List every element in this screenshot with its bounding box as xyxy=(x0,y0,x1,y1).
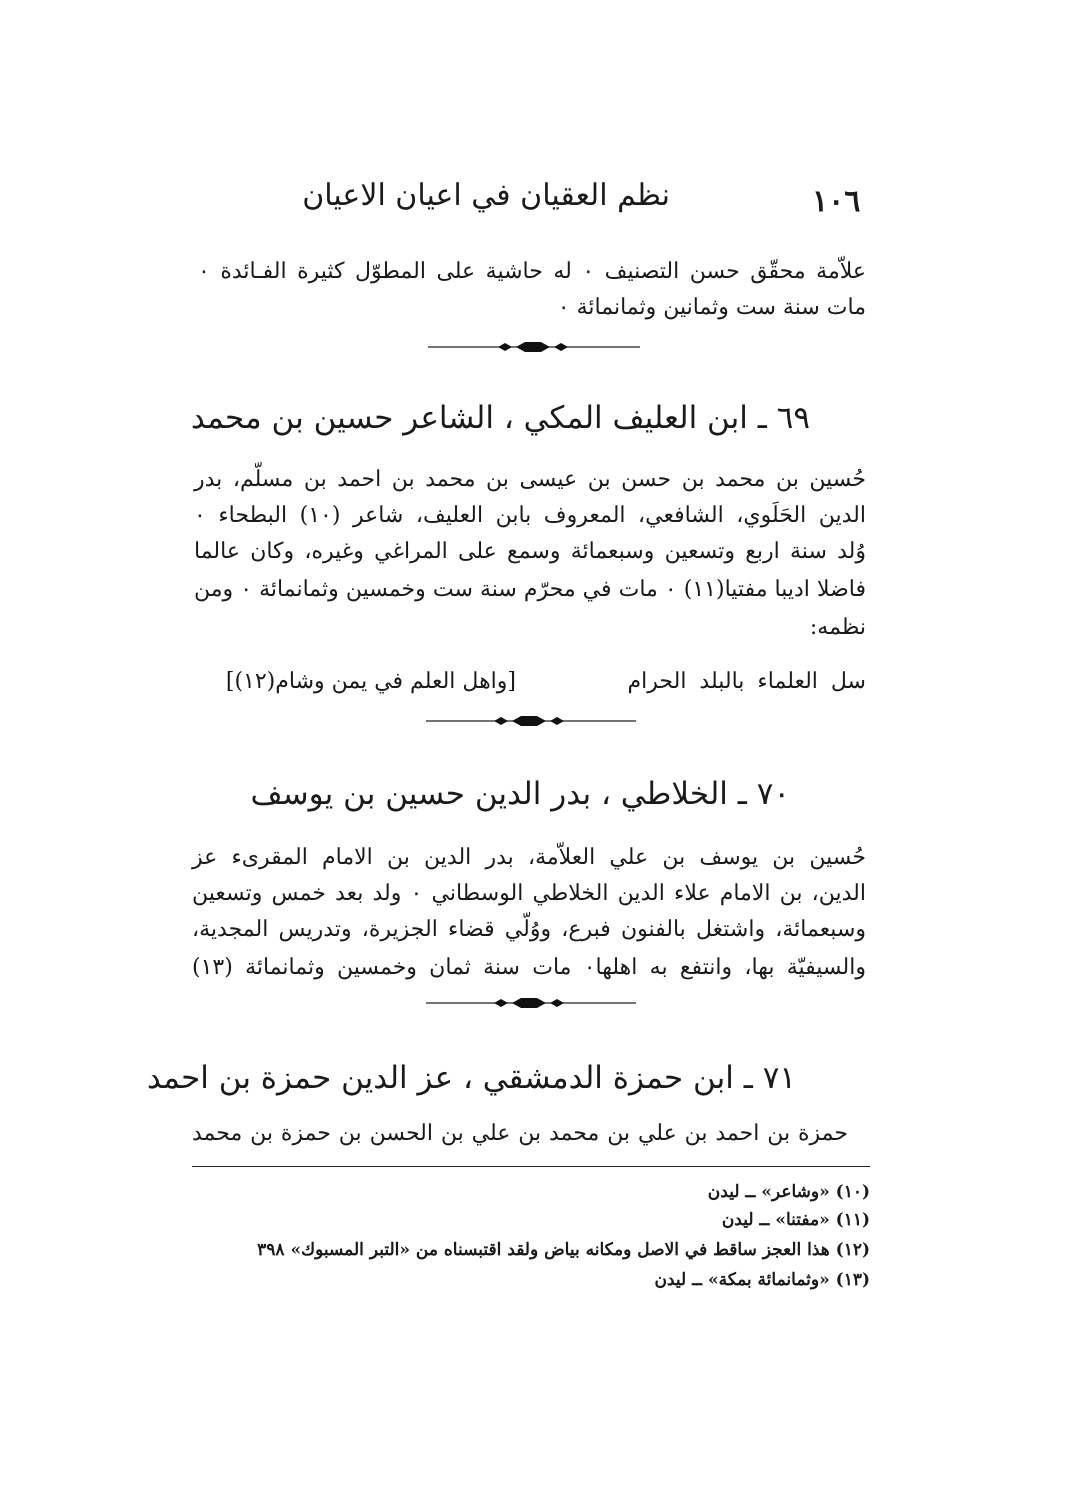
entry-heading: ٧١ ـ ابن حمزة الدمشقي ، عز الدين حمزة بن احمد xyxy=(146,1060,796,1096)
entry-text-line: والسيفيّة بها، وانتفع به اهلها٠ مات سنة ثمان وخمسين وثمانمائة (١٣) xyxy=(192,955,866,980)
entry-text-line: حُسين بن يوسف بن علي العلاّمة، بدر الدين بن الامام المقرىء عز xyxy=(192,845,866,870)
page-number: ١٠٦ xyxy=(812,184,861,219)
entry-text-line: الدين، بن الامام علاء الدين الخلاطي الوسطاني ٠ ولد بعد خمس وتسعين xyxy=(192,881,866,906)
section-divider-ornament xyxy=(426,714,636,728)
intro-line: مات سنة ست وثمانين وثمانمائة ٠ xyxy=(557,295,866,320)
entry-text-line: وُلد سنة اربع وتسعين وسبعمائة وسمع على المراغي وغيره، وكان عالما xyxy=(194,539,866,564)
footnote-separator xyxy=(192,1166,870,1167)
entry-text-line: وسبعمائة، واشتغل بالفنون فبرع، ووُلّي قضاء الجزيرة، وتدريس المجدية، xyxy=(192,917,866,942)
running-title: نظم العقيان في اعيان الاعيان xyxy=(302,178,670,213)
verse-first-hemistich: سل العلماء بالبلد الحرام xyxy=(627,669,866,694)
entry-heading: ٦٩ ـ ابن العليف المكي ، الشاعر حسين بن محمد xyxy=(190,400,810,436)
intro-line: علاّمة محقّق حسن التصنيف ٠ له حاشية على المطوّل كثيرة الفـائدة ٠ xyxy=(198,259,866,284)
section-divider-ornament xyxy=(428,340,640,354)
entry-text-line: الدين الحَلَوي، الشافعي، المعروف بابن العليف، شاعر (١٠) البطحاء ٠ xyxy=(194,503,866,528)
footnote: (١١) «مفتنا» ــ ليدن xyxy=(721,1210,870,1230)
verse-second-hemistich: [واهل العلم في يمن وشام(١٢)] xyxy=(225,669,516,694)
entry-text-line: فاضلا اديبا مفتيا(١١) ٠ مات في محرّم سنة ست وخمسين وثمانمائة ٠ ومن xyxy=(194,577,867,602)
entry-text-line: حمزة بن احمد بن علي بن محمد بن علي بن الحسن بن حمزة بن محمد xyxy=(192,1121,848,1146)
footnote: (١٢) هذا العجز ساقط في الاصل ومكانه بياض ولقد اقتبسناه من «التبر المسبوك» ٣٩٨ xyxy=(257,1240,870,1260)
section-divider-ornament xyxy=(426,996,636,1010)
footnote: (١٣) «وثمانمائة بمكة» ــ ليدن xyxy=(654,1270,870,1290)
entry-heading: ٧٠ ـ الخلاطي ، بدر الدين حسين بن يوسف xyxy=(250,776,790,812)
footnote: (١٠) «وشاعر» ــ ليدن xyxy=(707,1182,870,1202)
entry-text-line: نظمه: xyxy=(809,615,866,640)
entry-text-line: حُسين بن محمد بن حسن بن عيسى بن محمد بن احمد بن مسلّم، بدر xyxy=(194,467,866,492)
